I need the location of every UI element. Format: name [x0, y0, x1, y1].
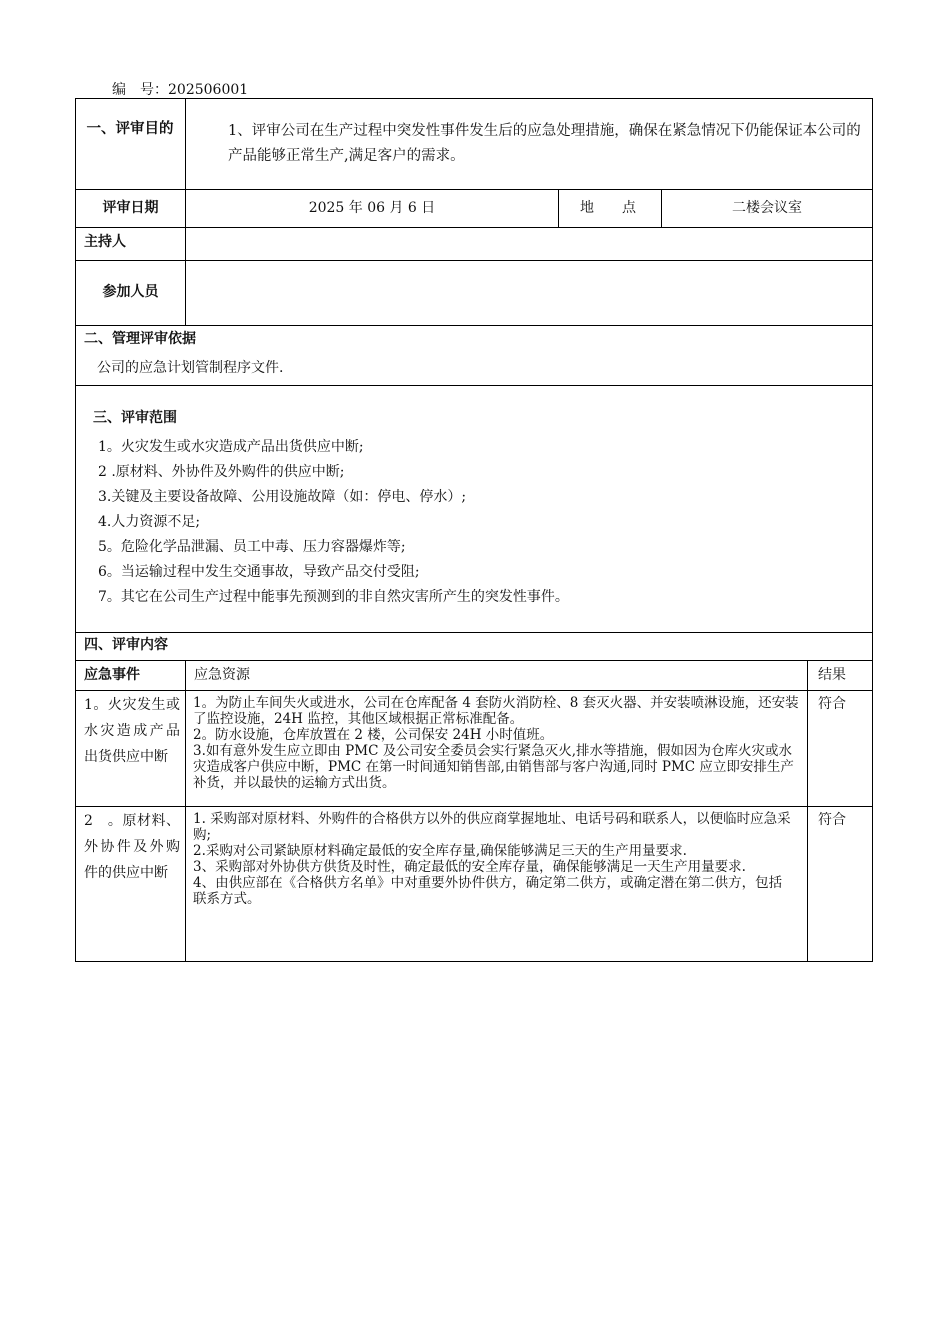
resource-item: 4、由供应部在《合格供方名单》中对重要外协件供方，确定第二供方，或确定潜在第二供方，包括联系方式。	[193, 875, 783, 907]
purpose-text: 1、评审公司在生产过程中突发性事件发生后的应急处理措施，确保在紧急情况下仍能保证本公司的产品能够正常生产,满足客户的需求。	[228, 123, 861, 164]
resource-item: 1。为防止车间失火或进水，公司在仓库配备 4 套防火消防栓、8 套灭火器、并安装喷淋设施，还安装了监控设施，24H 监控，其他区域根据正常标准配备。	[193, 695, 799, 727]
list-item: 1。火灾发生或水灾造成产品出货供应中断;	[98, 439, 364, 455]
place-value: 二楼会议室	[732, 200, 802, 216]
table-row-resources	[193, 695, 802, 791]
list-item: 5。危险化学品泄漏、员工中毒、压力容器爆炸等;	[98, 539, 406, 555]
host-label: 主持人	[84, 234, 126, 250]
list-item: 2 .原材料、外协件及外购件的供应中断;	[98, 464, 345, 480]
date-value: 2025 年 06 月 6 日	[308, 200, 436, 216]
resource-item: 3、采购部对外协供方供货及时性，确定最低的安全库存量，确保能够满足一天生产用量要求.	[193, 859, 746, 875]
header-resource: 应急资源	[194, 667, 250, 683]
table-row-event: 1。火灾发生或水灾造成产品出货供应中断	[84, 697, 180, 765]
table-row-result: 符合	[818, 696, 846, 712]
header-event: 应急事件	[84, 667, 140, 683]
date-label: 评审日期	[102, 200, 159, 216]
resource-item: 1. 采购部对原材料、外购件的合格供方以外的供应商掌握地址、电话号码和联系人，以便临时应急采购;	[193, 811, 791, 843]
resource-item: 3.如有意外发生应立即由 PMC 及公司安全委员会实行紧急灭火,排水等措施，假如因为仓库火灾或水灾造成客户供应中断，PMC 在第一时间通知销售部,由销售部与客户沟通,同时 PMC 应立即安排生产补货，并以最快的运输方式出货。	[193, 743, 794, 791]
list-item: 4.人力资源不足;	[98, 514, 201, 530]
attendees-label: 参加人员	[102, 284, 159, 300]
document-number: 编 号：202506001	[112, 82, 249, 98]
table-row-result: 符合	[818, 812, 846, 828]
purpose-label: 一、评审目的	[86, 121, 174, 137]
list-item: 6。当运输过程中发生交通事故，导致产品交付受阻;	[98, 564, 420, 580]
scope-title: 三、评审范围	[93, 410, 177, 426]
basis-title: 二、管理评审依据	[84, 331, 196, 347]
content-title: 四、评审内容	[84, 637, 168, 653]
table-row-resources	[193, 811, 795, 907]
scope-list	[98, 435, 863, 610]
table-row-event: 2 。原材料、外协件及外购件的供应中断	[84, 813, 180, 881]
resource-item: 2.采购对公司紧缺原材料确定最低的安全库存量,确保能够满足三天的生产用量要求.	[193, 843, 687, 859]
list-item: 7。其它在公司生产过程中能事先预测到的非自然灾害所产生的突发性事件。	[98, 589, 569, 605]
list-item: 3.关键及主要设备故障、公用设施故障（如：停电、停水）;	[98, 489, 467, 505]
place-label: 地 点	[580, 200, 636, 216]
header-result: 结果	[818, 667, 846, 683]
resource-item: 2。防水设施，仓库放置在 2 楼，公司保安 24H 小时值班。	[193, 727, 554, 743]
basis-text: 公司的应急计划管制程序文件.	[97, 360, 284, 376]
